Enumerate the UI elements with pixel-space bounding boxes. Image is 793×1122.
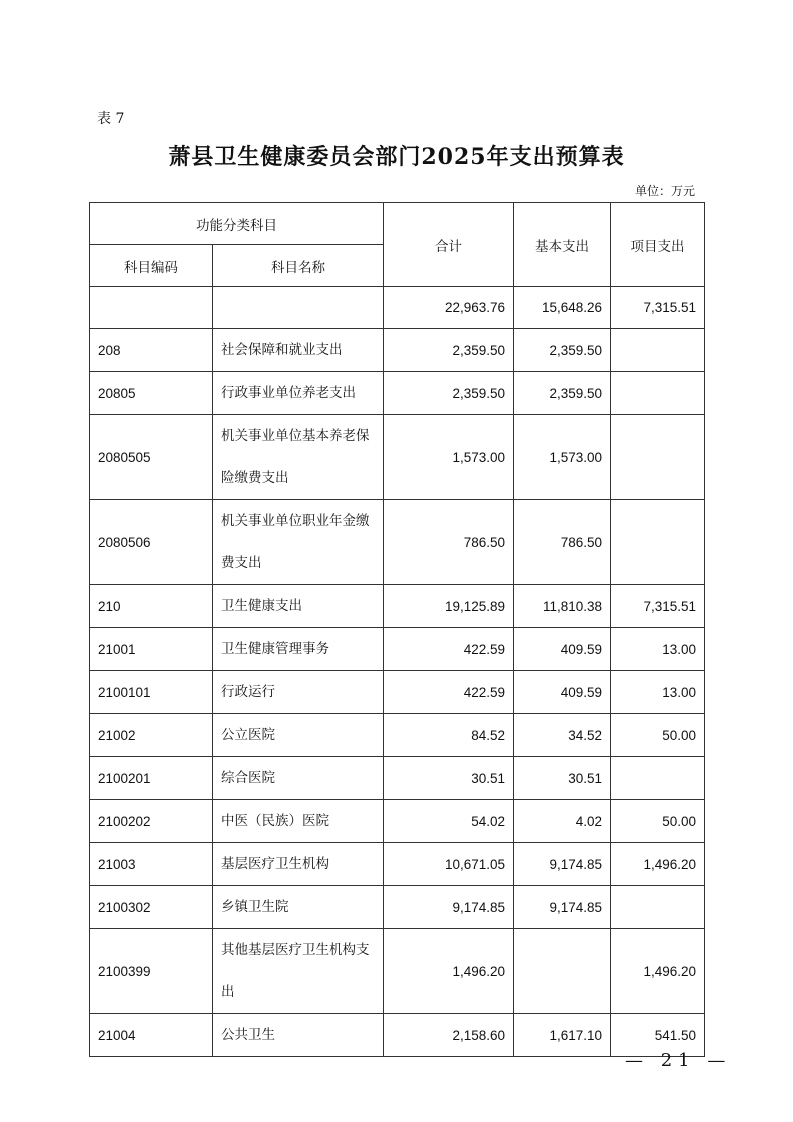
row-code xyxy=(90,287,213,329)
row-code: 210 xyxy=(90,585,213,628)
table-row xyxy=(90,886,705,929)
page-number: — 21 — xyxy=(625,1050,732,1071)
row-total: 2,359.50 xyxy=(384,372,514,415)
row-basic: 2,359.50 xyxy=(514,329,611,372)
row-basic: 30.51 xyxy=(514,757,611,800)
row-basic: 11,810.38 xyxy=(514,585,611,628)
row-project: 50.00 xyxy=(611,714,705,757)
row-total: 786.50 xyxy=(384,500,514,585)
row-code: 2080506 xyxy=(90,500,213,585)
row-project xyxy=(611,500,705,585)
row-code: 2100201 xyxy=(90,757,213,800)
row-total: 10,671.05 xyxy=(384,843,514,886)
header-total: 合计 xyxy=(384,203,514,287)
row-name: 公共卫生 xyxy=(213,1014,384,1057)
row-name: 社会保障和就业支出 xyxy=(213,329,384,372)
header-project: 项目支出 xyxy=(611,203,705,287)
row-basic: 34.52 xyxy=(514,714,611,757)
row-project xyxy=(611,329,705,372)
row-name: 卫生健康管理事务 xyxy=(213,628,384,671)
table-row xyxy=(90,671,705,714)
row-total: 30.51 xyxy=(384,757,514,800)
row-basic xyxy=(514,929,611,1014)
row-total: 84.52 xyxy=(384,714,514,757)
row-project: 13.00 xyxy=(611,628,705,671)
row-name: 机关事业单位职业年金缴费支出 xyxy=(213,500,384,585)
row-project: 7,315.51 xyxy=(611,585,705,628)
row-name: 行政运行 xyxy=(213,671,384,714)
row-code: 21001 xyxy=(90,628,213,671)
row-basic: 409.59 xyxy=(514,671,611,714)
table-row xyxy=(90,500,705,585)
row-project xyxy=(611,886,705,929)
row-project xyxy=(611,415,705,500)
row-name: 公立医院 xyxy=(213,714,384,757)
row-code: 21002 xyxy=(90,714,213,757)
row-code: 20805 xyxy=(90,372,213,415)
table-body xyxy=(90,287,705,1057)
table-row xyxy=(90,329,705,372)
row-total: 54.02 xyxy=(384,800,514,843)
row-total: 22,963.76 xyxy=(384,287,514,329)
row-code: 2100202 xyxy=(90,800,213,843)
row-name: 中医（民族）医院 xyxy=(213,800,384,843)
row-basic: 786.50 xyxy=(514,500,611,585)
header-basic: 基本支出 xyxy=(514,203,611,287)
row-total: 2,359.50 xyxy=(384,329,514,372)
row-code: 2100399 xyxy=(90,929,213,1014)
unit-label: 单位：万元 xyxy=(634,184,695,198)
row-total: 422.59 xyxy=(384,671,514,714)
table-row xyxy=(90,800,705,843)
row-project xyxy=(611,757,705,800)
row-project: 7,315.51 xyxy=(611,287,705,329)
table-row xyxy=(90,415,705,500)
row-code: 21003 xyxy=(90,843,213,886)
row-code: 2100101 xyxy=(90,671,213,714)
row-basic: 4.02 xyxy=(514,800,611,843)
table-row xyxy=(90,1014,705,1057)
row-code: 21004 xyxy=(90,1014,213,1057)
table-label: 表 7 xyxy=(97,111,125,127)
row-basic: 1,573.00 xyxy=(514,415,611,500)
row-name: 其他基层医疗卫生机构支出 xyxy=(213,929,384,1014)
table-row xyxy=(90,843,705,886)
row-name: 乡镇卫生院 xyxy=(213,886,384,929)
row-basic: 9,174.85 xyxy=(514,886,611,929)
row-total: 1,496.20 xyxy=(384,929,514,1014)
table-row xyxy=(90,628,705,671)
row-name: 基层医疗卫生机构 xyxy=(213,843,384,886)
row-project xyxy=(611,372,705,415)
row-project: 13.00 xyxy=(611,671,705,714)
row-name: 机关事业单位基本养老保险缴费支出 xyxy=(213,415,384,500)
table-row xyxy=(90,585,705,628)
row-project: 1,496.20 xyxy=(611,843,705,886)
table-row xyxy=(90,372,705,415)
row-name: 卫生健康支出 xyxy=(213,585,384,628)
header-code: 科目编码 xyxy=(90,245,213,287)
row-project: 541.50 xyxy=(611,1014,705,1057)
page-title: 萧县卫生健康委员会部门2025年支出预算表 xyxy=(168,144,625,170)
table-row xyxy=(90,714,705,757)
row-name xyxy=(213,287,384,329)
row-code: 2100302 xyxy=(90,886,213,929)
row-name: 综合医院 xyxy=(213,757,384,800)
row-project: 1,496.20 xyxy=(611,929,705,1014)
row-total: 9,174.85 xyxy=(384,886,514,929)
row-basic: 9,174.85 xyxy=(514,843,611,886)
row-project: 50.00 xyxy=(611,800,705,843)
row-basic: 15,648.26 xyxy=(514,287,611,329)
row-total: 19,125.89 xyxy=(384,585,514,628)
row-name: 行政事业单位养老支出 xyxy=(213,372,384,415)
row-total: 422.59 xyxy=(384,628,514,671)
row-total: 2,158.60 xyxy=(384,1014,514,1057)
table-row xyxy=(90,287,705,329)
header-name: 科目名称 xyxy=(213,245,384,287)
budget-table xyxy=(89,202,705,1057)
row-code: 2080505 xyxy=(90,415,213,500)
row-code: 208 xyxy=(90,329,213,372)
row-basic: 2,359.50 xyxy=(514,372,611,415)
row-total: 1,573.00 xyxy=(384,415,514,500)
table-row xyxy=(90,929,705,1014)
table-row xyxy=(90,757,705,800)
header-function-category: 功能分类科目 xyxy=(90,203,384,245)
row-basic: 409.59 xyxy=(514,628,611,671)
row-basic: 1,617.10 xyxy=(514,1014,611,1057)
